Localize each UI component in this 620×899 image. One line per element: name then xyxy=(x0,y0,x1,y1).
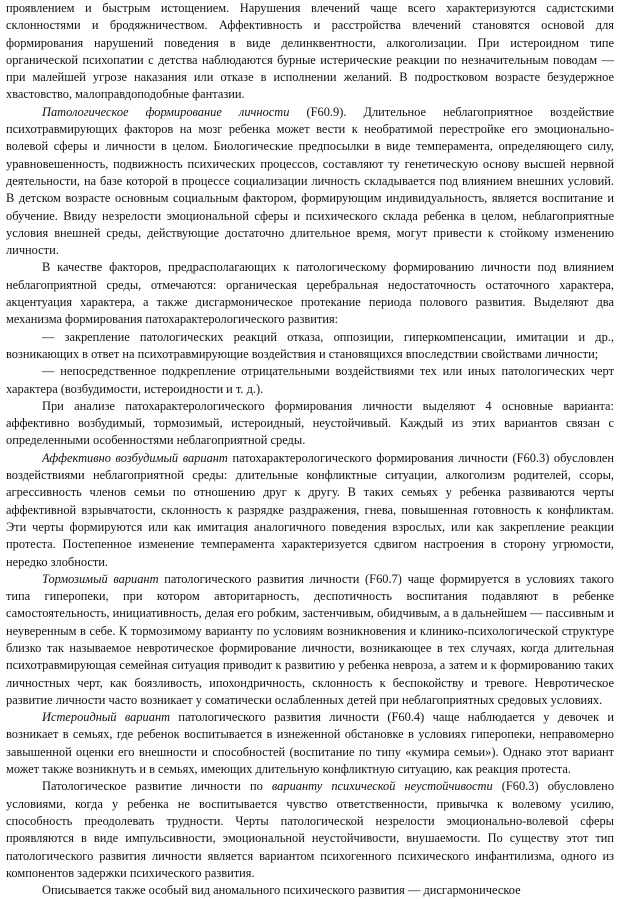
paragraph-text: (F60.3) обусловлено условиями, когда у ребенка не воспитывается чувство ответственности, привычка к волевому усилию, способность преодолевать трудности. Черты патологической незрелости эмоционально-волевой сферы проявляются в виде импульсивности, эмоциональной неустойчивости, внушаемости. По существу этот тип патологического развития личности является вариантом психогенного психического инфантилизма, одного из компонентов задержки психического развития. xyxy=(6,779,615,880)
term-affective-variant: Аффективно возбудимый вариант xyxy=(42,450,228,465)
paragraph-text: проявлением и быстрым истощением. Нарушения влечений чаще всего характеризуются садистскими склонностями и бродяжничеством. Аффективность и расстройства влечений становятся основой для формирования нарушений поведения в виде делинквентности, алкоголизации. При истероидном типе органической психопатии с детства наблюдаются бурные истерические реакции по незначительным поводам — при малейшей угрозе наказания или отказе в исполнении желаний. В подростковом возрасте безудержное хвастовство, малоправдоподобные фантазии. xyxy=(6,1,614,102)
paragraph-four-variants xyxy=(6,398,614,450)
paragraph-text: патологического развития личности (F60.4) чаще наблюдается у девочек и возникает в семьях, где ребенок воспитывается в изнеженной обстановке в условиях гиперопеки, неправомерно завышенной оценки его внешности и способностей (воспитание по типу «кумира семьи»). Однако этот вариант может также возникнуть и в семьях, имеющих длительную конфликтную ситуацию, как реакция протеста. xyxy=(6,710,614,777)
term-inhibited-variant: Тормозимый вариант xyxy=(42,571,159,586)
term-pathological-formation: Патологическое формирование личности xyxy=(42,104,290,119)
paragraph-text: патологического развития личности (F60.7) чаще формируется в условиях такого типа гиперопеки, при котором авторитарность, деспотичность воспитания подавляют в ребенке самостоятельность, инициативность, делая его робким, застенчивым, обидчивым, а в дальнейшем — пассивным и неуверенным в себе. К тормозимому варианту по условиям возникновения и клинико-психологической структуре близко так называемое невротическое формирование личности, возникающее в тех случаях, когда длительная психотравмирующая семейная ситуация приводит к развитию у ребенка невроза, а затем и к формированию таких личностных черт, как боязливость, ипохондричность, склонность к беспокойству и тревоге. Невротическое развитие личности часто возникает у соматически ослабленных детей при неблагоприятных средовых условиях. xyxy=(6,571,614,707)
paragraph-text: В качестве факторов, предрасполагающих к патологическому формированию личности под влиянием неблагоприятной среды, отмечаются: органическая церебральная недостаточность остаточного характера, акцентуация характера, а также дисгармоническое протекание периода полового развития. Выделяют два механизма формирования патохарактерологического развития: xyxy=(6,260,614,327)
paragraph-text: Патологическое развитие личности по xyxy=(42,779,272,794)
paragraph-text: — непосредственное подкрепление отрицательными воздействиями тех или иных патологических черт характера (возбудимости, истероидности и т. д.). xyxy=(6,364,614,396)
paragraph-text: патохарактерологического формирования личности (F60.3) обусловлен воздействиями неблагоприятной среды: длительные конфликтные ситуации, алкоголизм родителей, ссоры, агрессивность членов семьи по отношению друг к другу. В таких семьях у ребенка развиваются черты аффективной взрывчатости, склонность к разрядке раздражения, гнева, повышенная готовность к конфликтам. Эти черты формируются или как имитация аналогичного поведения взрослых, или как закрепление реакции протеста. Постепенное изменение темперамента характеризуется сдвигом настроения в сторону угрюмости, нередко злобности. xyxy=(6,450,615,569)
paragraph-affective-variant xyxy=(6,450,614,571)
paragraph-inhibited-variant xyxy=(6,571,614,709)
paragraph-pathological-personality-formation xyxy=(6,104,614,260)
paragraph-hysteroid-variant xyxy=(6,709,614,778)
paragraph-unstable-variant xyxy=(6,778,614,882)
list-item-reinforcement xyxy=(6,329,614,364)
list-item-direct-reinforcement xyxy=(6,363,614,398)
paragraph-text: (F60.9). Длительное неблагоприятное воздействие психотравмирующих факторов на мозг ребенка может вести к необратимой перестройке его эмоционально-волевой сферы и личности в целом. Биологические предпосылки в виде темперамента, определяющего силу, уравновешенность, подвижность психических процессов, составляют ту генетическую основу высшей нервной деятельности, на базе которой в процессе социализации личность складывается под влиянием внешних условий. В детском возрасте основным социальным фактором, формирующим индивидуальность, является воспитание и обучение. Ввиду незрелости эмоциональной сферы и психического склада ребенка в целом, неблагоприятные условия внешней среды, действующие достаточно длительное время, могут привести к стойкому изменению личности. xyxy=(6,104,614,258)
paragraph-text: — закрепление патологических реакций отказа, оппозиции, гиперкомпенсации, имитации и др., возникающих в ответ на психотравмирующие воздействия и становящихся впоследствии свойствами личности; xyxy=(6,329,614,361)
paragraph-predisposing-factors xyxy=(6,259,614,328)
term-hysteroid-variant: Истероидный вариант xyxy=(42,710,171,725)
paragraph-disharmonic-development xyxy=(6,882,614,899)
paragraph-organic-psychopathy-end xyxy=(6,0,614,104)
paragraph-text: Описывается также особый вид аномального психического развития — дисгармоническое xyxy=(42,883,521,898)
term-unstable-variant: варианту психической неустойчивости xyxy=(271,779,493,794)
paragraph-text: При анализе патохарактерологического формирования личности выделяют 4 основные варианта: аффективно возбудимый, тормозимый, истероидный, неустойчивый. Каждый из этих вариантов связан с определенными особенностями неблагоприятной среды. xyxy=(6,398,614,448)
